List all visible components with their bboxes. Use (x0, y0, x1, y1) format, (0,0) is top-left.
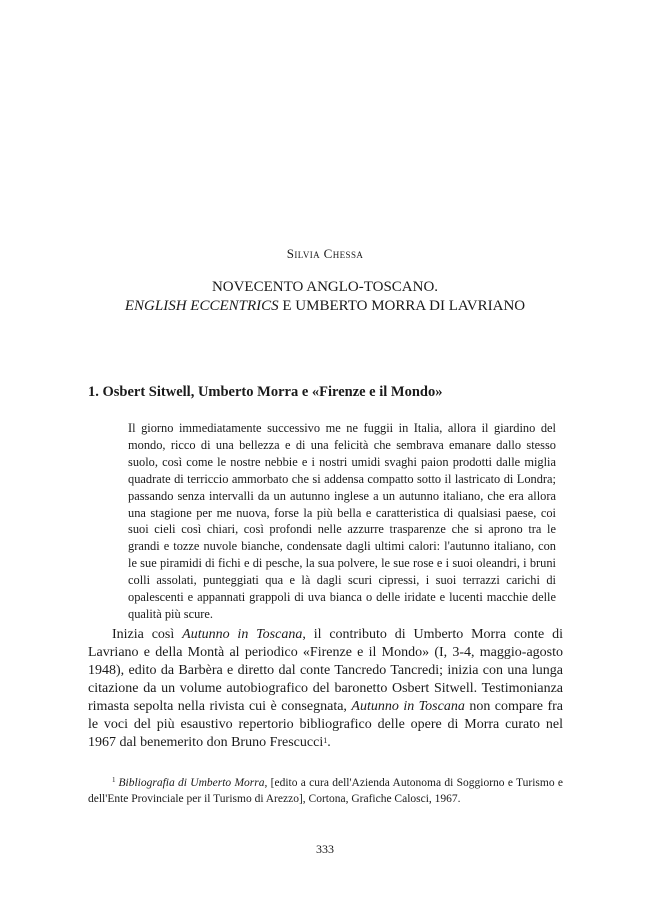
body-italic-title: Autunno in Toscana (182, 627, 303, 642)
footnote-marker: 1 (112, 776, 116, 784)
author-name: Silvia Chessa (286, 246, 364, 261)
page-number: 333 (316, 842, 334, 856)
footnote-paragraph (88, 775, 563, 807)
block-quote (128, 420, 556, 623)
body-text-segment: non compare fra le voci del più esaustivo repertorio bibliografico delle opere di Morra curato nel 1967 dal benemerito don Bruno Frescucci (88, 699, 564, 750)
body-text (88, 626, 563, 752)
body-text-segment: , il contributo di Umberto Morra conte di Lavriano e della Montà al periodico «Firenze e il Mondo» (I, 3-4, maggio-agosto 1948), edito da Barbèra e diretto dal conte Tancredo Tancredi; inizia con una lunga citazione da un volume autobiografico del baronetto Osbert Sitwell. Testimonianza rimasta sepolta nella rivista cui è consegnata, (88, 627, 563, 714)
body-italic-title: Autunno in Toscana (351, 699, 465, 714)
quote-text: Il giorno immediatamente successivo me ne fuggii in Italia, allora il giardino del mondo, ricco di una bellezza e di una felicità che sembrava emanare dallo stesso suolo, così come le nostre nebbie e i nostri umidi svaghi paion prodotti dalle miglia quadrate di terriccio ammorbato che si addensa compatto sotto il lastricato di Londra; passando senza intervalli da un autunno inglese a un autunno italiano, che era allora una stagione per me nuova, forse la più bella e caratteristica di qualsiasi paese, coi suoi cieli così chiari, così profondi nelle azzurre trasparenze che si aprono tra le grandi e tozze nuvole bianche, condensate dagli ultimi calori: l'autunno italiano, con le sue piramidi di fichi e di pesche, la sua polvere, le sue rose e i suoi oleandri, i bruni colli assolati, punteggiati qua e là dagli scuri cipressi, i suoi terrazzi carichi di opalescenti e appannati grappoli di uva bianca o delle iridate e lucenti macchie delle qualità più scure. (128, 421, 556, 621)
footnote-text: , [edito a cura dell'Azienda Autonoma di Soggiorno e Turismo e dell'Ente Provinciale per il Turismo di Arezzo], Cortona, Grafiche Calosci, 1967. (88, 777, 563, 805)
footnote-reference: 1 (323, 736, 328, 745)
footnote (88, 775, 563, 807)
body-text-segment: Inizia così (112, 627, 183, 642)
article-title (0, 278, 650, 316)
title-rest: E UMBERTO MORRA DI LAVRIANO (278, 298, 526, 314)
footnote-italic-title: Bibliografia di Umberto Morra (118, 777, 265, 789)
title-line-2 (0, 297, 650, 316)
section-heading: 1. Osbert Sitwell, Umberto Morra e «Firenze e il Mondo» (88, 384, 443, 400)
title-line-1: NOVECENTO ANGLO-TOSCANO. (211, 279, 439, 295)
body-text-segment: . (327, 735, 331, 750)
title-italic: ENGLISH ECCENTRICS (124, 298, 279, 314)
body-paragraph (88, 626, 563, 752)
